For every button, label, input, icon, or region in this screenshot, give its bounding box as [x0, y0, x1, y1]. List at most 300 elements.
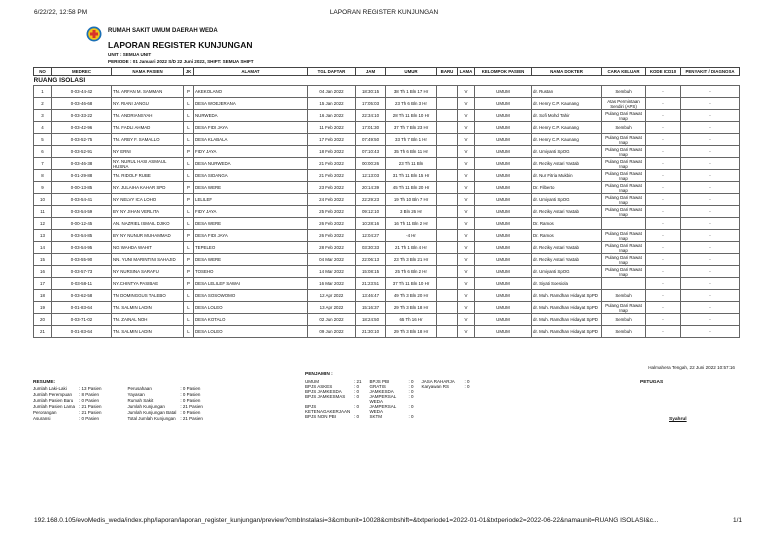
resume-right-value: : 0 Pasien	[180, 410, 201, 415]
table-cell: 22:29:23	[356, 194, 386, 206]
table-cell: Pulang Dari Rawat Inap	[602, 206, 646, 218]
table-cell: 0-03-55-90	[52, 254, 112, 266]
table-cell: -	[646, 98, 681, 110]
table-cell: NY NELVY ICA LOHO	[112, 194, 184, 206]
table-cell: DESA NURWEDA	[194, 158, 308, 170]
table-row	[34, 290, 740, 302]
resume-right-label: Jumlah Kunjungan	[127, 404, 165, 409]
table-cell: Pulang Dari Rawat Inap	[602, 134, 646, 146]
table-cell: DESA FIDI JAYA	[194, 230, 308, 242]
table-cell: Pulang Dari Rawat Inap	[602, 230, 646, 242]
resume-left-label: Asuransi	[33, 416, 51, 421]
table-cell: UMUM	[475, 98, 532, 110]
table-cell	[437, 98, 458, 110]
table-cell: 7	[34, 158, 52, 170]
resume-title: RESUME:	[33, 380, 56, 385]
table-cell: 17:01:30	[356, 122, 386, 134]
resume-left-label: Jumlah Perempuan	[33, 392, 73, 397]
table-row	[34, 98, 740, 110]
table-cell: -	[681, 218, 740, 230]
resume-left-value: : 13 Pasien	[79, 386, 102, 391]
table-cell: 26 Feb 2022	[308, 218, 356, 230]
table-cell: 35 Th 6 Bln 11 Hr	[386, 146, 437, 158]
table-cell: dr. Henry C.P. Kaunang	[532, 134, 602, 146]
table-cell: DESA WERE	[194, 182, 308, 194]
table-cell: L	[184, 98, 194, 110]
table-cell: -	[681, 86, 740, 98]
resume-right-label: Yayasan	[127, 392, 145, 397]
column-header: NO	[34, 68, 52, 76]
table-row	[34, 158, 740, 170]
table-cell	[437, 302, 458, 314]
table-cell	[437, 206, 458, 218]
penjamin-col2-label: BPJS PBI	[369, 379, 390, 384]
penjamin-col3-label	[422, 394, 465, 404]
table-cell: 09:12:10	[356, 206, 386, 218]
table-cell: 37 Th 7 Bln 23 Hr	[386, 122, 437, 134]
table-cell: dr. Sofi Mohd Tahir	[532, 110, 602, 122]
table-cell: 31 Th 11 Bln 15 Hr	[386, 170, 437, 182]
column-header: CARA KELUAR	[602, 68, 646, 76]
table-cell: Pulang Dari Rawat Inap	[602, 242, 646, 254]
table-cell	[437, 122, 458, 134]
table-cell	[437, 182, 458, 194]
table-cell: -	[681, 158, 740, 170]
resume-right-value: : 0 Pasien	[180, 392, 201, 397]
table-cell: -	[646, 122, 681, 134]
table-cell: 15	[34, 254, 52, 266]
table-cell: dr. Reziky Astari Yastab	[532, 254, 602, 266]
table-cell: Pulang Dari Rawat Inap	[602, 110, 646, 122]
penjamin-col3-value	[465, 394, 478, 404]
table-cell: 38 Th 1 Bln 17 Hr	[386, 86, 437, 98]
penjamin-row	[305, 404, 478, 414]
table-cell: L	[184, 110, 194, 122]
table-cell: 18:24:50	[356, 314, 386, 326]
table-cell: 23 Th 6 Bln 3 Hr	[386, 98, 437, 110]
table-cell: Sembuh	[602, 326, 646, 338]
penjamin-col1-value: : 0	[354, 394, 360, 399]
penjamin-table	[305, 379, 478, 419]
table-cell: BY NY NUNUR MUHAMMAD	[112, 230, 184, 242]
table-cell: V	[458, 122, 475, 134]
table-cell	[602, 278, 646, 290]
table-cell: 03:30:33	[356, 242, 386, 254]
table-cell: dr. Muh. Ramdhan Hidayat SpPD	[532, 302, 602, 314]
table-cell: dr. Muh. Ramdhan Hidayat SpPD	[532, 314, 602, 326]
table-cell: L	[184, 242, 194, 254]
table-cell: Dr. Filberto	[532, 182, 602, 194]
table-cell: 0-01-83-64	[52, 326, 112, 338]
table-cell: -	[681, 326, 740, 338]
table-cell: -	[681, 98, 740, 110]
print-page-title: LAPORAN REGISTER KUNJUNGAN	[329, 9, 439, 16]
table-cell: DESA KLABALA	[194, 134, 308, 146]
table-cell: 5	[34, 134, 52, 146]
column-header: UMUR	[386, 68, 437, 76]
printed-location-date: Halmahera Tengah, 22 Juni 2022 10:57:16	[648, 365, 735, 370]
table-cell: UMUM	[475, 302, 532, 314]
table-cell: UMUM	[475, 194, 532, 206]
table-cell: 21 Feb 2022	[308, 158, 356, 170]
table-cell: V	[458, 302, 475, 314]
table-cell: TN. ZAINAL NOH	[112, 314, 184, 326]
penjamin-col2-value: : 0	[408, 394, 414, 399]
table-cell	[437, 110, 458, 122]
table-cell: 0-03-54-85	[52, 230, 112, 242]
table-cell: 15:16:37	[356, 302, 386, 314]
penjamin-col1-value: : 0	[354, 389, 360, 394]
resume-left-value: : 21 Pasien	[79, 410, 102, 415]
table-cell: V	[458, 86, 475, 98]
table-cell: 10:28:16	[356, 218, 386, 230]
table-cell: 19	[34, 302, 52, 314]
table-cell: 4	[34, 122, 52, 134]
penjamin-col2-label: SKTM	[369, 414, 383, 419]
penjamin-col1-label: BPJS KETENAGAKERJAAN	[305, 404, 351, 414]
penjamin-col2-label: JAMPERSAL WEDA	[369, 404, 397, 414]
table-cell: 0-03-57-73	[52, 266, 112, 278]
resume-right-label: Jumlah Kunjungan Batal	[127, 410, 177, 415]
table-cell: L	[184, 218, 194, 230]
penjamin-col1-value: : 21	[354, 379, 362, 384]
table-cell: V	[458, 134, 475, 146]
table-cell: 21 Th 1 Bln 4 Hr	[386, 242, 437, 254]
table-cell: AKEKOLANO	[194, 86, 308, 98]
table-cell: -	[681, 290, 740, 302]
table-cell: DESA FIDI JAYA	[194, 122, 308, 134]
table-row	[34, 218, 740, 230]
table-row	[34, 302, 740, 314]
penjamin-col3-value: : 0	[464, 379, 470, 384]
penjamin-col2-value: : 0	[408, 414, 414, 419]
table-cell: NY ERNI	[112, 146, 184, 158]
table-cell: DESA WERE	[194, 218, 308, 230]
table-cell: 22:06:13	[356, 254, 386, 266]
table-cell: 18:30:15	[356, 86, 386, 98]
table-cell	[437, 194, 458, 206]
table-cell: P	[184, 266, 194, 278]
table-cell: 24 Feb 2022	[308, 194, 356, 206]
table-cell: FIDY JAYA	[194, 146, 308, 158]
column-header: ALAMAT	[194, 68, 308, 76]
table-cell: V	[458, 254, 475, 266]
table-cell: 0-03-62-58	[52, 290, 112, 302]
table-cell: 14 Mar 2022	[308, 266, 356, 278]
table-cell: 28 Feb 2022	[308, 242, 356, 254]
table-cell: TN. ARFAN M. SAMMAN	[112, 86, 184, 98]
column-header: NAMA PASIEN	[112, 68, 184, 76]
table-cell	[437, 290, 458, 302]
table-cell: -	[681, 242, 740, 254]
table-cell: 0-03-54-41	[52, 194, 112, 206]
column-header: JK	[184, 68, 194, 76]
table-cell: L	[184, 326, 194, 338]
penjamin-col3-value	[465, 404, 478, 414]
table-cell: 00:00:26	[356, 158, 386, 170]
table-cell: Pulang Dari Rawat Inap	[602, 146, 646, 158]
table-cell: -	[646, 266, 681, 278]
table-cell: TN. RIDOLF RUBE	[112, 170, 184, 182]
table-cell: 04 Mar 2022	[308, 254, 356, 266]
table-row	[34, 326, 740, 338]
penjamin-col3-value	[465, 414, 478, 419]
table-cell: AN. NAZRIEL ISMAIL DJIKO	[112, 218, 184, 230]
table-cell: V	[458, 194, 475, 206]
penjamin-col3-label: Karyawan RS	[421, 384, 450, 389]
table-cell: 02 Jun 2022	[308, 314, 356, 326]
table-cell: -	[646, 278, 681, 290]
table-cell: 13 Apr 2022	[308, 302, 356, 314]
table-cell: UMUM	[475, 134, 532, 146]
table-row	[34, 170, 740, 182]
table-cell: 9	[34, 182, 52, 194]
penjamin-col2-value: : 0	[408, 384, 414, 389]
table-cell: -	[681, 146, 740, 158]
penjamin-col2-label: GRATIS	[369, 384, 386, 389]
table-cell: NN. YUNI MARINTINI SAHAJID	[112, 254, 184, 266]
table-row	[34, 146, 740, 158]
table-cell: TN. FADLI AHMAD	[112, 122, 184, 134]
table-cell	[437, 254, 458, 266]
table-cell: 10	[34, 194, 52, 206]
table-cell: -	[646, 242, 681, 254]
table-cell: TN. ARBY F. SAMALLO	[112, 134, 184, 146]
table-cell: 22:34:10	[356, 110, 386, 122]
table-cell: DESA LOLEO	[194, 326, 308, 338]
table-cell: 2	[34, 98, 52, 110]
table-cell: NURWEDA	[194, 110, 308, 122]
table-cell: L	[184, 206, 194, 218]
hospital-name: RUMAH SAKIT UMUM DAERAH WEDA	[108, 28, 218, 34]
penjamin-title: PENJAMIN :	[305, 372, 333, 377]
table-cell: V	[458, 158, 475, 170]
table-cell: L	[184, 122, 194, 134]
column-header: PENYAKIT / DIAGNOSA	[681, 68, 740, 76]
table-cell: V	[458, 290, 475, 302]
column-header: TGL DAFTAR	[308, 68, 356, 76]
table-cell: 13	[34, 230, 52, 242]
penjamin-col1-label: UMUM	[305, 379, 319, 384]
table-cell: -	[681, 278, 740, 290]
table-cell: 0-00-12-45	[52, 218, 112, 230]
register-table	[33, 67, 740, 338]
column-header: LAMA	[458, 68, 475, 76]
table-cell: Pulang Dari Rawat Inap	[602, 170, 646, 182]
table-cell: -	[646, 134, 681, 146]
print-page-number: 1/1	[732, 517, 742, 524]
table-cell: UMUM	[475, 266, 532, 278]
table-cell: UMUM	[475, 86, 532, 98]
table-cell	[437, 278, 458, 290]
table-cell: -4 Hr	[386, 230, 437, 242]
table-cell: UMUM	[475, 182, 532, 194]
table-cell	[437, 326, 458, 338]
table-cell: 0-03-33-22	[52, 110, 112, 122]
resume-right-value: : 0 Pasien	[180, 386, 201, 391]
table-cell: TEPELEO	[194, 242, 308, 254]
resume-right-value: : 0 Pasien	[180, 398, 201, 403]
table-cell	[437, 230, 458, 242]
table-cell	[437, 170, 458, 182]
penjamin-col2-label: JAMKESDA	[369, 389, 394, 394]
table-cell: P	[184, 278, 194, 290]
table-cell: 0-03-46-38	[52, 158, 112, 170]
table-cell: TOSEHO	[194, 266, 308, 278]
table-cell: 20:14:39	[356, 182, 386, 194]
table-row	[34, 110, 740, 122]
table-cell: dr. Nur Fitria Mukbin	[532, 170, 602, 182]
table-cell: Dr. Ramos	[532, 218, 602, 230]
petugas-name: Syahrul	[669, 417, 687, 422]
table-cell: 15 Jan 2022	[308, 98, 356, 110]
penjamin-col1-value: : 0	[354, 404, 360, 409]
table-cell: 26 Feb 2022	[308, 230, 356, 242]
table-cell	[437, 146, 458, 158]
table-cell: 21	[34, 326, 52, 338]
table-cell: -	[646, 230, 681, 242]
print-datetime: 6/22/22, 12:58 PM	[34, 9, 88, 16]
table-cell: V	[458, 326, 475, 338]
table-cell: 21:30:10	[356, 326, 386, 338]
table-cell: TN. SALMIN LADIN	[112, 302, 184, 314]
table-row	[34, 86, 740, 98]
table-cell: -	[646, 146, 681, 158]
table-cell: 0-03-54-59	[52, 206, 112, 218]
table-cell: NG WAHDA WAHIT	[112, 242, 184, 254]
penjamin-col2-label: JAMPERSAL WEDA	[369, 394, 397, 404]
table-cell: -	[681, 302, 740, 314]
table-cell: Sembuh	[602, 290, 646, 302]
table-cell: DESA LOLEO	[194, 302, 308, 314]
table-cell: 25 Th 6 Bln 2 Hr	[386, 266, 437, 278]
table-cell: DESA WERE	[194, 254, 308, 266]
table-cell: 13:46:47	[356, 290, 386, 302]
table-cell: 12:04:27	[356, 230, 386, 242]
table-cell: -	[646, 218, 681, 230]
table-cell: P	[184, 194, 194, 206]
table-cell: NY. NURUL HASI ASMAUL HUSNA	[112, 158, 184, 170]
table-cell: -	[681, 182, 740, 194]
table-cell: L	[184, 302, 194, 314]
table-cell: 0-03-71-02	[52, 314, 112, 326]
resume-left-value: : 0 Pasien	[79, 416, 100, 421]
table-cell: 12:13:03	[356, 170, 386, 182]
table-cell: 0-03-58-11	[52, 278, 112, 290]
table-cell: 0-01-29-88	[52, 170, 112, 182]
table-cell: UMUM	[475, 278, 532, 290]
table-cell: 8	[34, 170, 52, 182]
table-cell: 28 Th 11 Bln 10 Hr	[386, 110, 437, 122]
resume-left-value: : 0 Pasien	[79, 398, 100, 403]
print-url: 192.168.0.105/evoMedis_weda/index.php/laporan/laporan_register_kunjungan/preview?cmbInstalasi=3&cmbunit=10028&cmbshift=&txtperiode1=2022-01-01&txtperiode2=2022-06-22&namaunit=RUANG ISOLASI&c...	[34, 517, 659, 524]
table-cell: UMUM	[475, 170, 532, 182]
penjamin-row	[305, 394, 478, 404]
table-cell: 21:23:51	[356, 278, 386, 290]
penjamin-col2-value: : 0	[408, 404, 414, 409]
table-cell	[437, 86, 458, 98]
table-cell: 20	[34, 314, 52, 326]
table-cell: dr. Henry C.P. Kaunang	[532, 98, 602, 110]
table-cell: 0-03-46-68	[52, 98, 112, 110]
petugas-label: PETUGAS	[640, 380, 664, 385]
table-cell: 19 Th 10 Bln 7 Hr	[386, 194, 437, 206]
table-cell: -	[646, 314, 681, 326]
table-cell: -	[681, 170, 740, 182]
table-cell: V	[458, 278, 475, 290]
table-row	[34, 242, 740, 254]
resume-right-label: Perusahaan	[127, 386, 152, 391]
table-cell: NY. RIANI JANGU	[112, 98, 184, 110]
column-header: NAMA DOKTER	[532, 68, 602, 76]
table-cell	[437, 314, 458, 326]
penjamin-col1-value: : 0	[354, 384, 360, 389]
table-cell: 45 Th 11 Bln 20 Hr	[386, 182, 437, 194]
resume-right-value: : 21 Pasien	[180, 416, 203, 421]
table-cell: -	[646, 302, 681, 314]
table-cell: dr. Rustan	[532, 86, 602, 98]
table-cell: UMUM	[475, 206, 532, 218]
resume-right-label: Rumah Sakit	[127, 398, 154, 403]
table-cell: Pulang Dari Rawat Inap	[602, 182, 646, 194]
table-cell: V	[458, 98, 475, 110]
table-cell	[437, 134, 458, 146]
table-cell: V	[458, 182, 475, 194]
column-header: JAM	[356, 68, 386, 76]
table-cell: 17 Feb 2022	[308, 134, 356, 146]
table-row	[34, 254, 740, 266]
table-cell	[437, 218, 458, 230]
table-cell: 49 Th 3 Bln 20 Hr	[386, 290, 437, 302]
table-cell: V	[458, 110, 475, 122]
table-cell: NY.CHINTYA PASIBAE	[112, 278, 184, 290]
table-cell: 04 Jan 2022	[308, 86, 356, 98]
table-cell: dr. Henry C.P. Kaunang	[532, 122, 602, 134]
penjamin-row	[305, 414, 478, 419]
table-cell: Sembuh	[602, 86, 646, 98]
table-cell: 0-03-54-95	[52, 242, 112, 254]
table-cell: UMUM	[475, 326, 532, 338]
table-cell: UMUM	[475, 242, 532, 254]
table-cell: Pulang Dari Rawat Inap	[602, 194, 646, 206]
table-cell: V	[458, 218, 475, 230]
table-cell: 3 Bln 26 Hr	[386, 206, 437, 218]
table-cell: DESA KOTALO	[194, 314, 308, 326]
table-header-row	[34, 68, 740, 76]
table-cell: V	[458, 230, 475, 242]
table-cell: 17	[34, 278, 52, 290]
table-row	[34, 122, 740, 134]
table-cell: NY. JULAIHA KAHAR SPD	[112, 182, 184, 194]
penjamin-col3-label: JASA RAHARJA	[421, 379, 455, 384]
table-cell	[437, 158, 458, 170]
table-cell: -	[646, 194, 681, 206]
table-cell: 6	[34, 146, 52, 158]
table-row	[34, 278, 740, 290]
resume-left-label: Perorangan	[33, 410, 57, 415]
table-cell: 0-03-42-96	[52, 122, 112, 134]
column-header: KODE ICD10	[646, 68, 681, 76]
table-cell: UMUM	[475, 146, 532, 158]
table-cell: dr. Reziky Astari Yastab	[532, 158, 602, 170]
table-cell: LELILEF	[194, 194, 308, 206]
table-cell: 16	[34, 266, 52, 278]
table-cell: -	[646, 254, 681, 266]
table-cell: 21 Feb 2022	[308, 170, 356, 182]
resume-row	[33, 416, 207, 422]
table-cell: TN. SALMIN LADIN	[112, 326, 184, 338]
table-cell: P	[184, 230, 194, 242]
